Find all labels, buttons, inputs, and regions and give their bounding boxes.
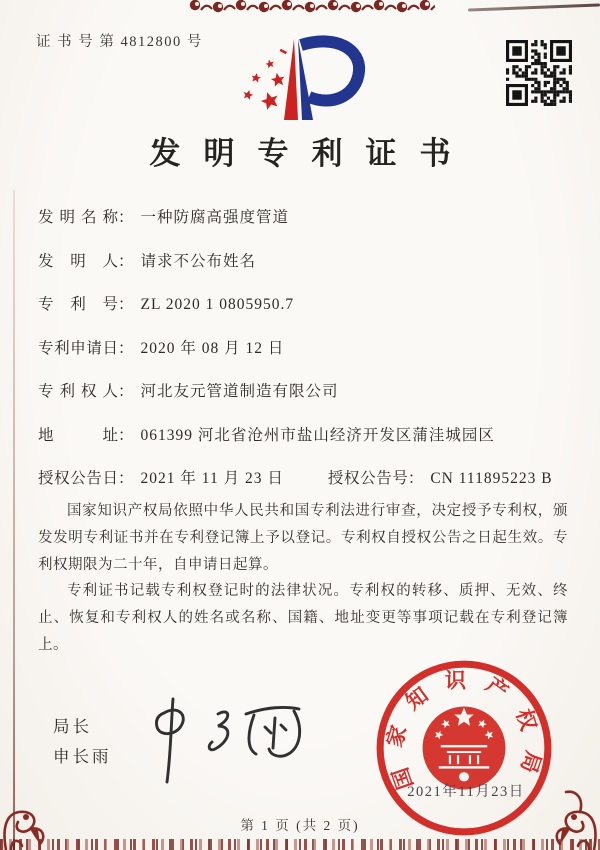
director-title: 局长 [53, 717, 92, 736]
director-name: 申长雨 [53, 747, 112, 766]
bottom-left-corner-flourish [0, 766, 64, 850]
field-invention-name: 发明名称： 一种防腐高强度管道 [38, 209, 290, 226]
director-signature [126, 692, 322, 790]
field-value: ZL 2020 1 0805950.7 [140, 296, 295, 313]
field-value: 河北友元管道制造有限公司 [140, 383, 339, 400]
official-seal [370, 654, 558, 842]
field-label: 发明人 [38, 252, 118, 270]
field-patentee: 专利权人： 河北友元管道制造有限公司 [38, 383, 339, 400]
field-label: 授权公告日 [38, 470, 118, 487]
page-footer: 第 1 页 (共 2 页) [240, 818, 360, 833]
field-label: 专利权人 [38, 383, 118, 400]
field-value: 一种防腐高强度管道 [140, 209, 290, 226]
field-filing-date: 专利申请日： 2020 年 08 月 12 日 [38, 339, 285, 357]
legal-paragraph-1: 国家知识产权局依照中华人民共和国专利法进行审查，决定授予专利权，颁发发明专利证书并在专利登记簿上予以登记。专利权自授权公告之日起生效。专利权期限为二十年，自申请日起算。 [38, 503, 568, 573]
top-right-border-line [468, 3, 600, 11]
seal-date: 2021年11月23日 [407, 784, 525, 800]
field-label: 专利申请日 [38, 339, 118, 357]
certificate-fields [38, 208, 574, 489]
certificate-number: 证 书 号 第 4812800 号 [36, 34, 203, 50]
field-inventor: 发明人： 请求不公布姓名 [38, 252, 257, 270]
left-border-line [13, 190, 15, 850]
field-value: CN 111895223 B [430, 470, 553, 487]
field-label: 专利号 [38, 296, 118, 313]
legal-text [38, 498, 568, 659]
field-label: 地址 [38, 426, 118, 444]
seal-agency-text: 国家知识产权局 [382, 668, 546, 793]
director-block [53, 712, 112, 772]
national-emblem-icon [423, 707, 506, 790]
field-label: 发明名称 [38, 209, 118, 226]
field-grant-row: 授权公告日： 2021 年 11 月 23 日 授权公告号： CN 111895223 B [38, 470, 553, 487]
field-address: 地址： 061399 河北省沧州市盐山经济开发区蒲洼城园区 [38, 426, 495, 444]
cnipa-logo-icon [232, 34, 368, 124]
top-border-ornament [183, 0, 435, 13]
field-value: 2020 年 08 月 12 日 [140, 339, 285, 357]
field-value: 2021 年 11 月 23 日 [140, 470, 284, 487]
field-value: 061399 河北省沧州市盐山经济开发区蒲洼城园区 [140, 426, 495, 444]
field-label: 授权公告号 [327, 470, 408, 487]
qr-code [506, 40, 572, 106]
field-value: 请求不公布姓名 [140, 252, 257, 270]
legal-paragraph-2: 专利证书记载专利权登记时的法律状况。专利权的转移、质押、无效、终止、恢复和专利权人的姓名或名称、国籍、地址变更等事项记载在专利登记簿上。 [38, 583, 568, 654]
field-patent-number: 专利号： ZL 2020 1 0805950.7 [38, 296, 295, 313]
certificate-title: 发明专利证书 [149, 136, 474, 171]
